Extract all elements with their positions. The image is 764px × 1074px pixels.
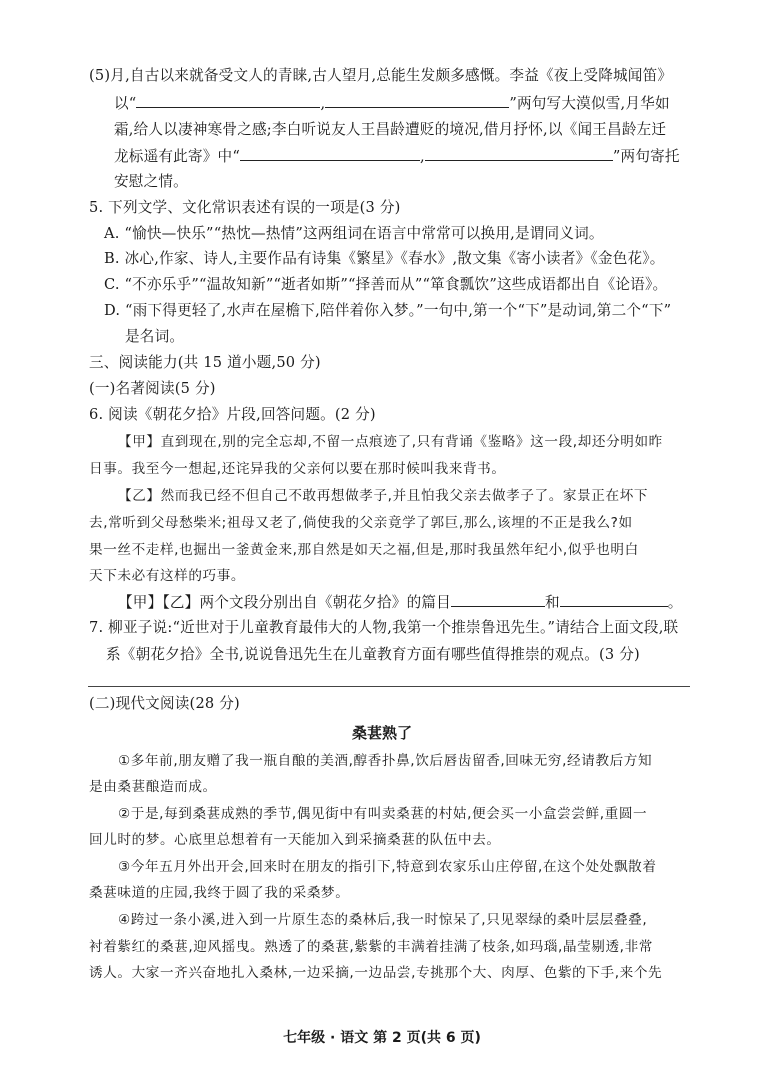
excerpt-jia-line1: 【甲】直到现在,别的完全忘却,不留一点痕迹了,只有背诵《鉴略》这一段,却还分明如昨 bbox=[118, 434, 663, 450]
paragraph-4-line1: ④跨过一条小溪,进入到一片原生态的桑林后,我一时惊呆了,只见翠绿的桑叶层层叠叠, bbox=[118, 912, 648, 928]
q5-stem: 5. 下列文学、文化常识表述有误的一项是(3 分) bbox=[89, 199, 401, 216]
section-heading: 三、阅读能力(共 15 道小题,50 分) bbox=[89, 354, 321, 371]
title-blank-1[interactable] bbox=[451, 592, 545, 607]
q7-line1: 7. 柳亚子说:“近世对于儿童教育最伟大的人物,我第一个推崇鲁迅先生。”请结合上面文段,联 bbox=[89, 619, 679, 636]
poem-blank-4[interactable] bbox=[425, 146, 613, 161]
q6-question-text: 【甲】【乙】两个文段分别出自《朝花夕拾》的篇目 bbox=[118, 594, 451, 611]
q5-option-d-line2: 是名词。 bbox=[125, 328, 185, 345]
paragraph-2-line1: ②于是,每到桑葚成熟的季节,偶见街中有叫卖桑葚的村姑,便会买一小盒尝尝鲜,重圆一 bbox=[118, 806, 648, 822]
excerpt-jia-line2: 日事。我至今一想起,还诧异我的父亲何以要在那时候叫我来背书。 bbox=[89, 461, 506, 477]
q6-stem: 6. 阅读《朝花夕拾》片段,回答问题。(2 分) bbox=[89, 406, 376, 423]
paragraph-1-line1: ①多年前,朋友赠了我一瓶自酿的美酒,醇香扑鼻,饮后唇齿留香,回味无穷,经请教后方知 bbox=[118, 753, 653, 769]
paragraph-4-line2: 衬着紫红的桑葚,迎风摇曳。熟透了的桑葚,紫紫的丰满着挂满了枝条,如玛瑙,晶莹剔透,非常 bbox=[89, 939, 653, 955]
q4-5-line4 bbox=[114, 146, 680, 167]
page-footer: 七年级 · 语文 第 2 页(共 6 页) bbox=[283, 1030, 481, 1046]
q4-5-text: ”两句写大漠似雪,月华如 bbox=[509, 95, 670, 112]
q4-5-line3: 霜,给人以凄神寒骨之感;李白听说友人王昌龄遭贬的境况,借月抒怀,以《闻王昌龄左迁 bbox=[114, 121, 667, 138]
q4-5-line1: (5)月,自古以来就备受文人的青睐,古人望月,总能生发颇多感慨。李益《夜上受降城闻笛》 bbox=[89, 67, 673, 84]
q5-option-c: C. “不亦乐乎”“温故知新”“逝者如斯”“择善而从”“箪食瓢饮”这些成语都出自《论语》。 bbox=[104, 276, 668, 293]
excerpt-yi-line1: 【乙】然而我已经不但自己不敢再想做孝子,并且怕我父亲去做孝子了。家景正在坏下 bbox=[118, 488, 649, 504]
paragraph-4-line3: 诱人。大家一齐兴奋地扎入桑林,一边采摘,一边品尝,专挑那个大、肉厚、色紫的下手,来个先 bbox=[89, 965, 663, 981]
subsection-heading: (一)名著阅读(5 分) bbox=[89, 380, 216, 397]
subsection-heading-2: (二)现代文阅读(28 分) bbox=[89, 695, 240, 712]
title-blank-2[interactable] bbox=[560, 592, 668, 607]
poem-blank-2[interactable] bbox=[325, 93, 509, 108]
paragraph-2-line2: 回儿时的梦。心底里总想着有一天能加入到采摘桑葚的队伍中去。 bbox=[89, 832, 501, 848]
q4-5-text: 龙标遥有此寄》中“ bbox=[114, 148, 241, 165]
q4-5-line5: 安慰之情。 bbox=[114, 173, 188, 190]
q4-5-line2 bbox=[114, 93, 670, 114]
poem-blank-1[interactable] bbox=[136, 93, 320, 108]
excerpt-yi-line3: 果一丝不走样,也掘出一釜黄金来,那自然是如天之福,但是,那时我虽然年纪小,似乎也明白 bbox=[89, 542, 639, 558]
q6-question-text: 。 bbox=[667, 594, 683, 611]
poem-blank-3[interactable] bbox=[240, 146, 420, 161]
q4-5-text: , bbox=[420, 148, 425, 165]
excerpt-yi-line4: 天下未必有这样的巧事。 bbox=[89, 568, 246, 584]
paragraph-1-line2: 是由桑葚酿造而成。 bbox=[89, 779, 217, 795]
excerpt-yi-line2: 去,常听到父母愁柴米;祖母又老了,倘使我的父亲竟学了郭巨,那么,该埋的不正是我么?如 bbox=[89, 515, 633, 531]
q6-question bbox=[118, 592, 683, 613]
article-title: 桑葚熟了 bbox=[351, 724, 412, 742]
q5-option-a: A. “愉快—快乐”“热忱—热情”这两组词在语言中常常可以换用,是谓同义词。 bbox=[104, 225, 604, 242]
q5-option-d-line1: D. “雨下得更轻了,水声在屋檐下,陪伴着你入梦。”一句中,第一个“下”是动词,第二个“下” bbox=[104, 302, 672, 319]
answer-line[interactable] bbox=[88, 686, 690, 687]
paragraph-3-line2: 桑葚味道的庄园,我终于圆了我的采桑梦。 bbox=[89, 885, 350, 901]
q6-question-text: 和 bbox=[544, 594, 560, 611]
q4-5-text: , bbox=[320, 95, 326, 112]
q5-option-b: B. 冰心,作家、诗人,主要作品有诗集《繁星》《春水》,散文集《寄小读者》《金色花》。 bbox=[104, 250, 665, 267]
q7-line2: 系《朝花夕拾》全书,说说鲁迅先生在儿童教育方面有哪些值得推崇的观点。(3 分) bbox=[106, 646, 640, 663]
q4-5-text: 以“ bbox=[114, 95, 137, 112]
q4-5-text: ”两句寄托 bbox=[612, 148, 680, 165]
paragraph-3-line1: ③今年五月外出开会,回来时在朋友的指引下,特意到农家乐山庄停留,在这个处处飘散着 bbox=[118, 859, 657, 875]
